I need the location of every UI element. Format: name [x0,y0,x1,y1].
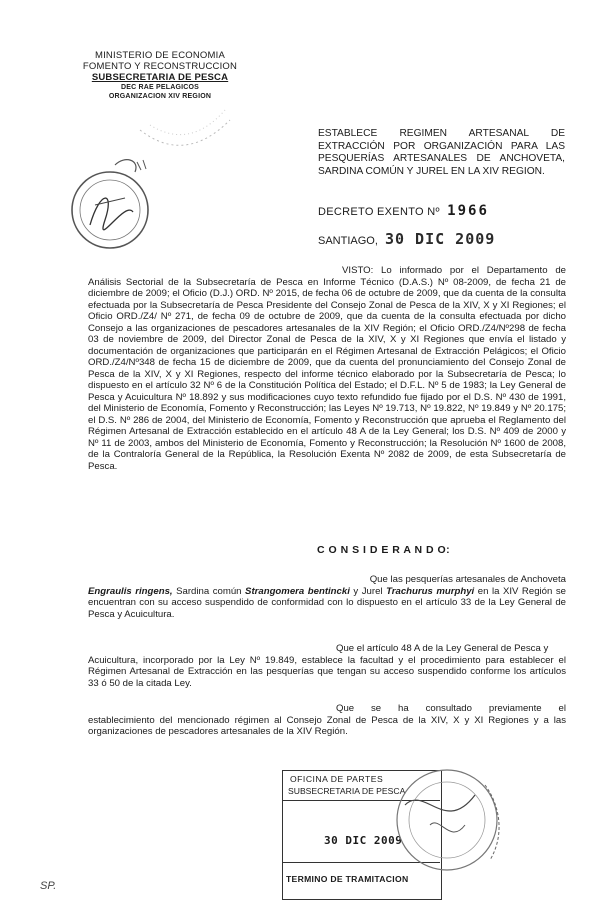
considerando-item [88,574,566,620]
footer-mark: SP. [40,880,57,892]
decree-label: DECRETO EXENTO Nº [318,206,440,218]
organization: ORGANIZACION XIV REGION [108,93,212,100]
decree-number: 1966 [447,203,489,219]
considerando-text: y Jurel [349,585,387,597]
species-sardina: Strangomera bentincki [245,585,350,597]
round-seal-icon [385,765,525,880]
stamp-line1: OFICINA DE PARTES [290,774,384,784]
place-date-line [318,230,495,248]
considerando-item [88,703,566,738]
considerando-text: establecimiento del mencionado régimen al Consejo Zonal de Pesca de la XIV, X y XI Regiones y a las organizaciones de pescadores artesanales de la XIV Región. [88,714,566,737]
considerando-intro: Que las pesquerías artesanales de Anchoveta [369,574,566,585]
considerando-text: Acuicultura, incorporado por la Ley Nº 19.849, establece la facultad y el procedimiento para establecer el Régimen Artesanal de Extracción en las pesquerías que tengan su acceso suspendido conforme los artículos 33 ó 50 de la citada Ley. [88,654,566,689]
faint-seal-icon [130,70,240,150]
subsecretaria-name: SUBSECRETARIA DE PESCA [91,72,229,83]
considerando-heading: C O N S I D E R A N D O: [317,544,451,556]
species-anchoveta: Engraulis ringens, [88,585,173,597]
stamp-footer: TERMINO DE TRAMITACION [286,874,409,884]
ministry-line2: FOMENTO Y RECONSTRUCCION [82,61,238,72]
considerando-intro: Que el artículo 48 A de la Ley General de Pesca y [336,643,549,654]
decree-date: 30 DIC 2009 [384,230,496,248]
considerando-intro: Que se ha consultado previamente el [336,703,566,714]
place: SANTIAGO, [318,235,378,247]
decree-title: ESTABLECE REGIMEN ARTESANAL DE EXTRACCIÓN POR ORGANIZACIÓN PARA LAS PESQUERÍAS ARTESANALES DE ANCHOVETA, SARDINA COMÚN Y JUREL EN LA XIV REGION. [318,128,565,177]
decree-number-line [318,203,489,219]
stamp-line2: SUBSECRETARIA DE PESCA [288,786,406,796]
circular-stamp-icon [55,150,165,260]
visto-paragraph: VISTO: Lo informado por el Departamento de Análisis Sectorial de la Subsecretaría de Pesca en Informe Técnico (D.A.S.) Nº 08-2009, de fecha 21 de diciembre de 2009; el Oficio (D.J.) ORD. Nº 2015, de fecha 06 de octubre de 2009, que da cuenta de la consulta efectuada por la Subsecretaría de Pesca Presidente del Consejo Zonal de Pesca de la XIV, X y XI Regiones; el Oficio ORD./Z4/ Nº 271, de fecha 09 de octubre de 2009, que da cuenta de la consulta efectuada por dicho Consejo a las organizaciones de pescadores artesanales de la XIV Región; el Oficio ORD./Z4/Nº298 de fecha 03 de noviembre de 2009, del Director Zonal de Pesca de la XIV, X y XI Regiones que envía el listado y documentación de organizaciones que participarán en el Régimen Artesanal de Extracción Pelágicos; el Oficio ORD./Z4/Nº348 de fecha 15 de diciembre de 2009, que da cuenta del pronunciamiento del Consejo Zonal de Pesca de la XIV, X y XI Regiones, respecto del informe técnico elaborado por la Subsecretaría de Pesca; lo dispuesto en el artículo 32 Nº 6 de la Constitución Política del Estado; el D.F.L. Nº 5 de 1983; la Ley General de Pesca y Acuicultura Nº 18.892 y sus modificaciones cuyo texto refundido fue fijado por el D.S. Nº 430 de 1991, del Ministerio de Economía, Fomento y Reconstrucción; las Leyes Nº 19.713, Nº 19.822, Nº 19.849 y Nº 20.175; el D.S. Nº 286 de 2004, del Ministerio de Economía, Fomento y Reconstrucción que aprueba el Reglamento del Régimen Artesanal de Extracción establecido en el artículo 48 A de la Ley General; los D.S. Nº 409 de 2000 y Nº 11 de 2003, ambos del Ministerio de Economía, Fomento y Reconstrucción; la Resolución Nº 1600 de 2008, de la Contraloría General de la República, la Resolución Exenta Nº 2082 de 2009, de esta Subsecretaría de Pesca. [88,265,566,472]
stamp-date: 30 DIC 2009 [324,834,403,847]
considerando-text: Sardina común [172,585,246,597]
considerando-text: en la XIV Región se encuentran con su acceso suspendido de conformidad con lo dispuesto en el artículo 33 de la Ley General de Pesca y Acuicultura. [88,585,567,620]
department: DEC RAE PELAGICOS [120,84,200,91]
ministry-name: MINISTERIO DE ECONOMIA [94,50,226,61]
species-jurel: Trachurus murphyi [386,585,475,597]
considerando-item [88,643,566,689]
